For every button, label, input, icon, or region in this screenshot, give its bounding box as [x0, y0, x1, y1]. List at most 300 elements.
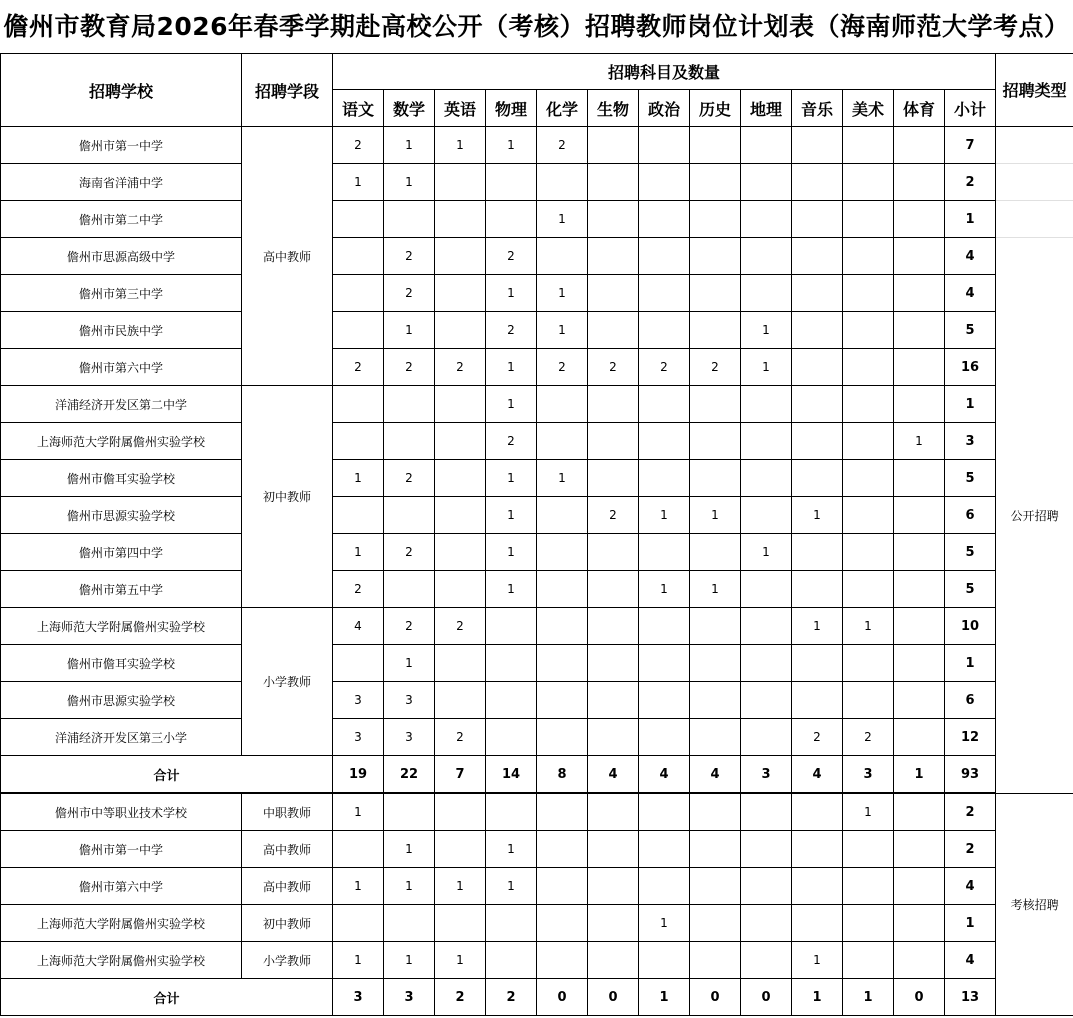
count-cell: 2 — [435, 719, 486, 756]
school-name: 儋州市第三中学 — [1, 275, 242, 312]
count-cell — [435, 534, 486, 571]
count-cell: 1 — [486, 460, 537, 497]
count-cell — [690, 831, 741, 868]
school-name: 儋州市第五中学 — [1, 571, 242, 608]
count-cell — [690, 275, 741, 312]
count-cell — [690, 868, 741, 905]
subtotal-cell: 16 — [945, 349, 996, 386]
count-cell — [333, 386, 384, 423]
subtotal-cell: 1 — [945, 645, 996, 682]
total-row — [1, 979, 1073, 1016]
table-row — [1, 905, 1073, 942]
table-row — [1, 201, 1073, 238]
header-subject: 政治 — [639, 90, 690, 127]
school-name: 儋州市第四中学 — [1, 534, 242, 571]
count-cell — [435, 497, 486, 534]
count-cell — [537, 905, 588, 942]
stage-label: 中职教师 — [242, 793, 333, 831]
count-cell — [792, 571, 843, 608]
count-cell — [843, 942, 894, 979]
count-cell — [741, 645, 792, 682]
school-name: 儋州市思源实验学校 — [1, 497, 242, 534]
count-cell — [639, 275, 690, 312]
count-cell — [741, 386, 792, 423]
table-row — [1, 682, 1073, 719]
count-cell — [792, 868, 843, 905]
count-cell — [690, 201, 741, 238]
count-cell — [792, 127, 843, 164]
table-row — [1, 534, 1073, 571]
count-cell — [690, 460, 741, 497]
count-cell: 1 — [435, 127, 486, 164]
subtotal-cell: 2 — [945, 164, 996, 201]
stage-label: 小学教师 — [242, 608, 333, 756]
header-subject: 数学 — [384, 90, 435, 127]
count-cell — [843, 868, 894, 905]
count-cell: 1 — [537, 460, 588, 497]
header-stage: 招聘学段 — [242, 54, 333, 127]
count-cell — [894, 460, 945, 497]
count-cell — [792, 645, 843, 682]
count-cell — [843, 201, 894, 238]
total-cell: 4 — [639, 756, 690, 794]
total-cell: 1 — [792, 979, 843, 1016]
count-cell: 1 — [384, 645, 435, 682]
count-cell — [639, 164, 690, 201]
count-cell — [792, 423, 843, 460]
header-subject: 物理 — [486, 90, 537, 127]
total-cell: 3 — [333, 979, 384, 1016]
count-cell — [435, 460, 486, 497]
count-cell: 1 — [741, 534, 792, 571]
count-cell — [537, 238, 588, 275]
count-cell — [588, 571, 639, 608]
count-cell — [333, 497, 384, 534]
count-cell: 1 — [333, 534, 384, 571]
count-cell — [894, 238, 945, 275]
total-cell: 3 — [741, 756, 792, 794]
count-cell — [741, 942, 792, 979]
count-cell: 2 — [384, 460, 435, 497]
count-cell — [792, 534, 843, 571]
school-name: 儋州市第二中学 — [1, 201, 242, 238]
count-cell: 1 — [384, 127, 435, 164]
count-cell: 1 — [843, 608, 894, 645]
subtotal-cell: 5 — [945, 571, 996, 608]
count-cell — [639, 645, 690, 682]
count-cell: 1 — [486, 386, 537, 423]
count-cell — [537, 942, 588, 979]
total-cell: 0 — [537, 979, 588, 1016]
count-cell — [435, 571, 486, 608]
count-cell — [639, 127, 690, 164]
count-cell — [792, 460, 843, 497]
school-name: 儋州市民族中学 — [1, 312, 242, 349]
count-cell — [741, 905, 792, 942]
count-cell — [486, 608, 537, 645]
count-cell — [384, 423, 435, 460]
count-cell — [588, 608, 639, 645]
count-cell — [741, 238, 792, 275]
count-cell — [588, 460, 639, 497]
header-subject: 历史 — [690, 90, 741, 127]
count-cell — [894, 793, 945, 831]
table-row — [1, 127, 1073, 164]
table-row — [1, 460, 1073, 497]
count-cell — [639, 312, 690, 349]
count-cell — [843, 349, 894, 386]
count-cell — [435, 905, 486, 942]
count-cell: 1 — [537, 201, 588, 238]
count-cell: 1 — [792, 608, 843, 645]
total-label: 合计 — [1, 756, 333, 794]
count-cell — [741, 831, 792, 868]
count-cell — [537, 868, 588, 905]
count-cell — [639, 201, 690, 238]
count-cell: 1 — [486, 831, 537, 868]
table-row — [1, 719, 1073, 756]
count-cell — [843, 571, 894, 608]
recruitment-plan-table — [0, 53, 1073, 1016]
count-cell: 2 — [435, 349, 486, 386]
stage-label: 高中教师 — [242, 127, 333, 386]
count-cell — [639, 608, 690, 645]
count-cell — [894, 275, 945, 312]
count-cell — [639, 423, 690, 460]
count-cell — [894, 534, 945, 571]
count-cell — [588, 238, 639, 275]
total-cell: 0 — [741, 979, 792, 1016]
count-cell — [792, 164, 843, 201]
subtotal-cell: 5 — [945, 460, 996, 497]
table-row — [1, 942, 1073, 979]
count-cell — [333, 905, 384, 942]
count-cell — [894, 942, 945, 979]
subtotal-cell: 2 — [945, 793, 996, 831]
count-cell — [639, 460, 690, 497]
page-title: 儋州市教育局2026年春季学期赴高校公开（考核）招聘教师岗位计划表（海南师范大学考点） — [3, 12, 1070, 41]
total-cell: 4 — [588, 756, 639, 794]
table-row — [1, 275, 1073, 312]
count-cell — [588, 793, 639, 831]
count-cell — [486, 645, 537, 682]
count-cell: 2 — [435, 608, 486, 645]
count-cell — [894, 312, 945, 349]
count-cell — [792, 682, 843, 719]
count-cell: 1 — [741, 349, 792, 386]
count-cell — [894, 831, 945, 868]
header-subject: 语文 — [333, 90, 384, 127]
count-cell: 2 — [588, 349, 639, 386]
count-cell — [843, 275, 894, 312]
count-cell — [690, 164, 741, 201]
count-cell — [588, 423, 639, 460]
total-cell: 4 — [690, 756, 741, 794]
school-name: 儋州市第六中学 — [1, 349, 242, 386]
count-cell — [435, 831, 486, 868]
count-cell — [894, 497, 945, 534]
type-spacer — [996, 127, 1073, 164]
count-cell — [792, 275, 843, 312]
count-cell: 1 — [537, 312, 588, 349]
subtotal-cell: 5 — [945, 534, 996, 571]
count-cell: 1 — [333, 942, 384, 979]
header-subject: 音乐 — [792, 90, 843, 127]
count-cell — [792, 312, 843, 349]
total-cell: 93 — [945, 756, 996, 794]
school-name: 儋州市儋耳实验学校 — [1, 460, 242, 497]
count-cell — [435, 423, 486, 460]
count-cell — [639, 534, 690, 571]
header-school: 招聘学校 — [1, 54, 242, 127]
count-cell — [894, 682, 945, 719]
count-cell — [792, 349, 843, 386]
count-cell — [588, 127, 639, 164]
total-cell: 1 — [894, 756, 945, 794]
count-cell — [486, 164, 537, 201]
count-cell — [639, 831, 690, 868]
school-name: 儋州市第一中学 — [1, 127, 242, 164]
count-cell — [486, 201, 537, 238]
count-cell — [741, 201, 792, 238]
count-cell — [639, 719, 690, 756]
count-cell — [792, 386, 843, 423]
count-cell — [435, 201, 486, 238]
count-cell — [588, 534, 639, 571]
stage-label: 高中教师 — [242, 831, 333, 868]
count-cell: 1 — [792, 942, 843, 979]
total-cell: 4 — [792, 756, 843, 794]
subtotal-cell: 2 — [945, 831, 996, 868]
count-cell — [690, 793, 741, 831]
count-cell: 3 — [333, 682, 384, 719]
count-cell — [690, 312, 741, 349]
count-cell: 1 — [333, 164, 384, 201]
count-cell — [588, 386, 639, 423]
count-cell — [843, 645, 894, 682]
count-cell — [537, 164, 588, 201]
count-cell — [741, 719, 792, 756]
count-cell — [639, 682, 690, 719]
count-cell: 2 — [333, 571, 384, 608]
header-type: 招聘类型 — [996, 54, 1073, 127]
count-cell — [537, 386, 588, 423]
table-row — [1, 645, 1073, 682]
count-cell: 4 — [333, 608, 384, 645]
count-cell — [333, 312, 384, 349]
count-cell — [333, 831, 384, 868]
count-cell: 1 — [333, 460, 384, 497]
count-cell — [588, 831, 639, 868]
count-cell — [741, 682, 792, 719]
count-cell — [333, 238, 384, 275]
count-cell — [741, 460, 792, 497]
table-row — [1, 349, 1073, 386]
count-cell: 1 — [690, 497, 741, 534]
table-row — [1, 831, 1073, 868]
total-cell: 0 — [894, 979, 945, 1016]
count-cell — [690, 534, 741, 571]
count-cell — [894, 127, 945, 164]
count-cell — [639, 942, 690, 979]
count-cell: 1 — [384, 868, 435, 905]
count-cell — [384, 201, 435, 238]
type-spacer — [996, 201, 1073, 238]
count-cell: 1 — [486, 571, 537, 608]
count-cell — [588, 201, 639, 238]
count-cell: 2 — [384, 238, 435, 275]
count-cell — [435, 793, 486, 831]
count-cell — [894, 349, 945, 386]
subtotal-cell: 4 — [945, 942, 996, 979]
count-cell — [741, 571, 792, 608]
count-cell: 2 — [333, 127, 384, 164]
count-cell — [894, 164, 945, 201]
table-row — [1, 312, 1073, 349]
count-cell — [588, 719, 639, 756]
count-cell — [384, 793, 435, 831]
total-cell: 13 — [945, 979, 996, 1016]
count-cell — [843, 497, 894, 534]
total-cell: 2 — [486, 979, 537, 1016]
count-cell — [486, 682, 537, 719]
count-cell — [843, 905, 894, 942]
total-row — [1, 756, 1073, 794]
count-cell — [894, 868, 945, 905]
table-row — [1, 868, 1073, 905]
count-cell — [435, 164, 486, 201]
count-cell: 2 — [333, 349, 384, 386]
count-cell — [333, 645, 384, 682]
count-cell — [639, 868, 690, 905]
total-cell: 3 — [843, 756, 894, 794]
count-cell: 1 — [486, 868, 537, 905]
count-cell: 1 — [639, 905, 690, 942]
school-name: 上海师范大学附属儋州实验学校 — [1, 423, 242, 460]
stage-label: 初中教师 — [242, 905, 333, 942]
count-cell — [690, 942, 741, 979]
count-cell: 2 — [537, 349, 588, 386]
school-name: 儋州市思源高级中学 — [1, 238, 242, 275]
count-cell — [537, 423, 588, 460]
total-cell: 22 — [384, 756, 435, 794]
school-name: 上海师范大学附属儋州实验学校 — [1, 942, 242, 979]
subtotal-cell: 4 — [945, 275, 996, 312]
count-cell — [894, 386, 945, 423]
count-cell — [384, 905, 435, 942]
count-cell: 2 — [384, 534, 435, 571]
count-cell: 2 — [639, 349, 690, 386]
stage-label: 小学教师 — [242, 942, 333, 979]
count-cell — [741, 275, 792, 312]
count-cell — [843, 164, 894, 201]
total-label: 合计 — [1, 979, 333, 1016]
school-name: 上海师范大学附属儋州实验学校 — [1, 905, 242, 942]
count-cell: 3 — [384, 682, 435, 719]
stage-label: 高中教师 — [242, 868, 333, 905]
count-cell: 1 — [537, 275, 588, 312]
count-cell — [690, 423, 741, 460]
count-cell — [690, 608, 741, 645]
count-cell: 1 — [333, 868, 384, 905]
count-cell: 2 — [384, 608, 435, 645]
count-cell — [537, 608, 588, 645]
count-cell — [690, 238, 741, 275]
subtotal-cell: 4 — [945, 868, 996, 905]
school-name: 洋浦经济开发区第二中学 — [1, 386, 242, 423]
count-cell: 3 — [333, 719, 384, 756]
subtotal-cell: 12 — [945, 719, 996, 756]
count-cell — [690, 719, 741, 756]
count-cell: 1 — [690, 571, 741, 608]
count-cell — [792, 793, 843, 831]
type-spacer — [996, 164, 1073, 201]
count-cell — [537, 534, 588, 571]
count-cell — [843, 312, 894, 349]
total-cell: 2 — [435, 979, 486, 1016]
count-cell — [537, 719, 588, 756]
count-cell — [894, 571, 945, 608]
count-cell — [741, 127, 792, 164]
count-cell — [792, 905, 843, 942]
count-cell — [639, 386, 690, 423]
count-cell — [435, 312, 486, 349]
count-cell — [588, 942, 639, 979]
count-cell — [486, 942, 537, 979]
count-cell — [537, 793, 588, 831]
school-name: 儋州市儋耳实验学校 — [1, 645, 242, 682]
count-cell — [894, 201, 945, 238]
count-cell — [690, 682, 741, 719]
total-cell: 1 — [639, 979, 690, 1016]
total-cell: 0 — [690, 979, 741, 1016]
count-cell — [690, 386, 741, 423]
recruit-type: 公开招聘 — [996, 238, 1073, 794]
count-cell — [690, 645, 741, 682]
count-cell: 1 — [486, 275, 537, 312]
count-cell: 2 — [384, 275, 435, 312]
table-row — [1, 793, 1073, 831]
subtotal-cell: 3 — [945, 423, 996, 460]
count-cell — [792, 201, 843, 238]
count-cell — [537, 682, 588, 719]
count-cell — [843, 423, 894, 460]
school-name: 儋州市中等职业技术学校 — [1, 793, 242, 831]
count-cell — [843, 831, 894, 868]
count-cell — [435, 386, 486, 423]
count-cell: 1 — [639, 497, 690, 534]
subtotal-cell: 6 — [945, 682, 996, 719]
total-cell: 14 — [486, 756, 537, 794]
count-cell: 2 — [486, 423, 537, 460]
count-cell: 1 — [486, 497, 537, 534]
count-cell — [384, 497, 435, 534]
header-subject: 英语 — [435, 90, 486, 127]
total-cell: 19 — [333, 756, 384, 794]
count-cell — [486, 719, 537, 756]
count-cell — [894, 608, 945, 645]
header-subject: 生物 — [588, 90, 639, 127]
count-cell — [435, 275, 486, 312]
count-cell: 2 — [690, 349, 741, 386]
school-name: 儋州市第一中学 — [1, 831, 242, 868]
count-cell — [537, 571, 588, 608]
count-cell: 2 — [384, 349, 435, 386]
count-cell — [741, 497, 792, 534]
table-row — [1, 497, 1073, 534]
header-subjects-group: 招聘科目及数量 — [333, 54, 996, 90]
count-cell — [588, 275, 639, 312]
